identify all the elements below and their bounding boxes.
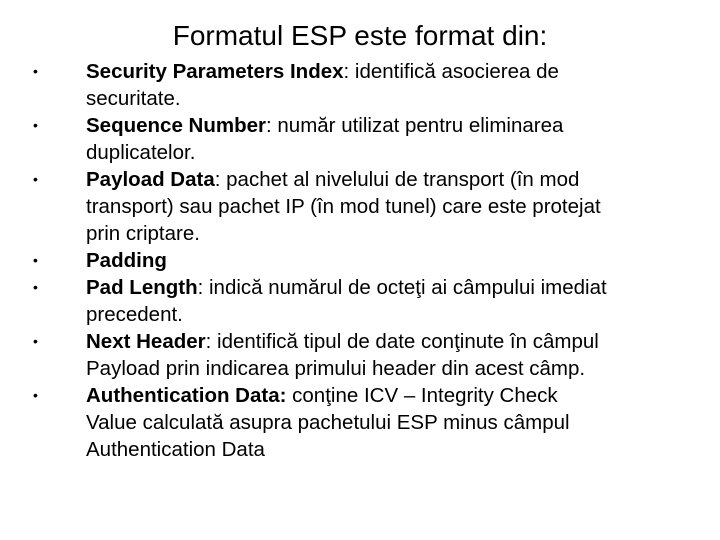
bullet-icon: • [33, 171, 38, 187]
list-item-security-parameters-index [0, 58, 720, 112]
list-item-pad-length [0, 274, 720, 328]
list-item-authentication-data [0, 382, 720, 463]
term-next-header: Next Header [86, 330, 206, 353]
definition-text: Payload prin indicarea primului header din acest câmp. [86, 357, 586, 380]
list-item-padding [0, 247, 720, 274]
term-security-parameters-index: Security Parameters Index [86, 60, 344, 83]
definition-text: : identifică asocierea de [343, 60, 559, 83]
definition-text: Value calculată asupra pachetului ESP minus câmpul [86, 411, 570, 434]
term-pad-length: Pad Length [86, 276, 198, 299]
bullet-icon: • [33, 252, 38, 268]
term-payload-data: Payload Data [86, 168, 215, 191]
list-item-next-header [0, 328, 720, 382]
bullet-line [86, 166, 700, 193]
definition-text: conţine ICV – Integrity Check [286, 384, 558, 407]
definition-text: precedent. [86, 303, 183, 326]
term-sequence-number: Sequence Number [86, 114, 266, 137]
definition-text: : identifică tipul de date conţinute în câmpul [205, 330, 599, 353]
bullet-icon: • [33, 387, 38, 403]
definition-text: : pachet al nivelului de transport (în mod [214, 168, 580, 191]
definition-text: : indică numărul de octeţi ai câmpului imediat [197, 276, 607, 299]
bullet-line [86, 382, 700, 409]
bullet-line [86, 58, 700, 85]
slide-title: Formatul ESP este format din: [172, 20, 548, 51]
term-padding: Padding [86, 249, 167, 272]
definition-text: transport) sau pachet IP (în mod tunel) care este protejat [86, 195, 601, 218]
term-authentication-data: Authentication Data: [86, 384, 287, 407]
definition-text: prin criptare. [86, 222, 200, 245]
bullet-icon: • [33, 117, 38, 133]
bullet-line [86, 274, 700, 301]
definition-text: duplicatelor. [86, 141, 196, 164]
bullet-line [86, 328, 700, 355]
bullet-list [0, 58, 720, 463]
list-item-sequence-number [0, 112, 720, 166]
definition-text: securitate. [86, 87, 181, 110]
bullet-line [86, 247, 700, 274]
bullet-icon: • [33, 333, 38, 349]
definition-text: Authentication Data [86, 438, 265, 461]
bullet-line [86, 112, 700, 139]
list-item-payload-data [0, 166, 720, 247]
definition-text: : număr utilizat pentru eliminarea [266, 114, 564, 137]
bullet-icon: • [33, 63, 38, 79]
bullet-icon: • [33, 279, 38, 295]
